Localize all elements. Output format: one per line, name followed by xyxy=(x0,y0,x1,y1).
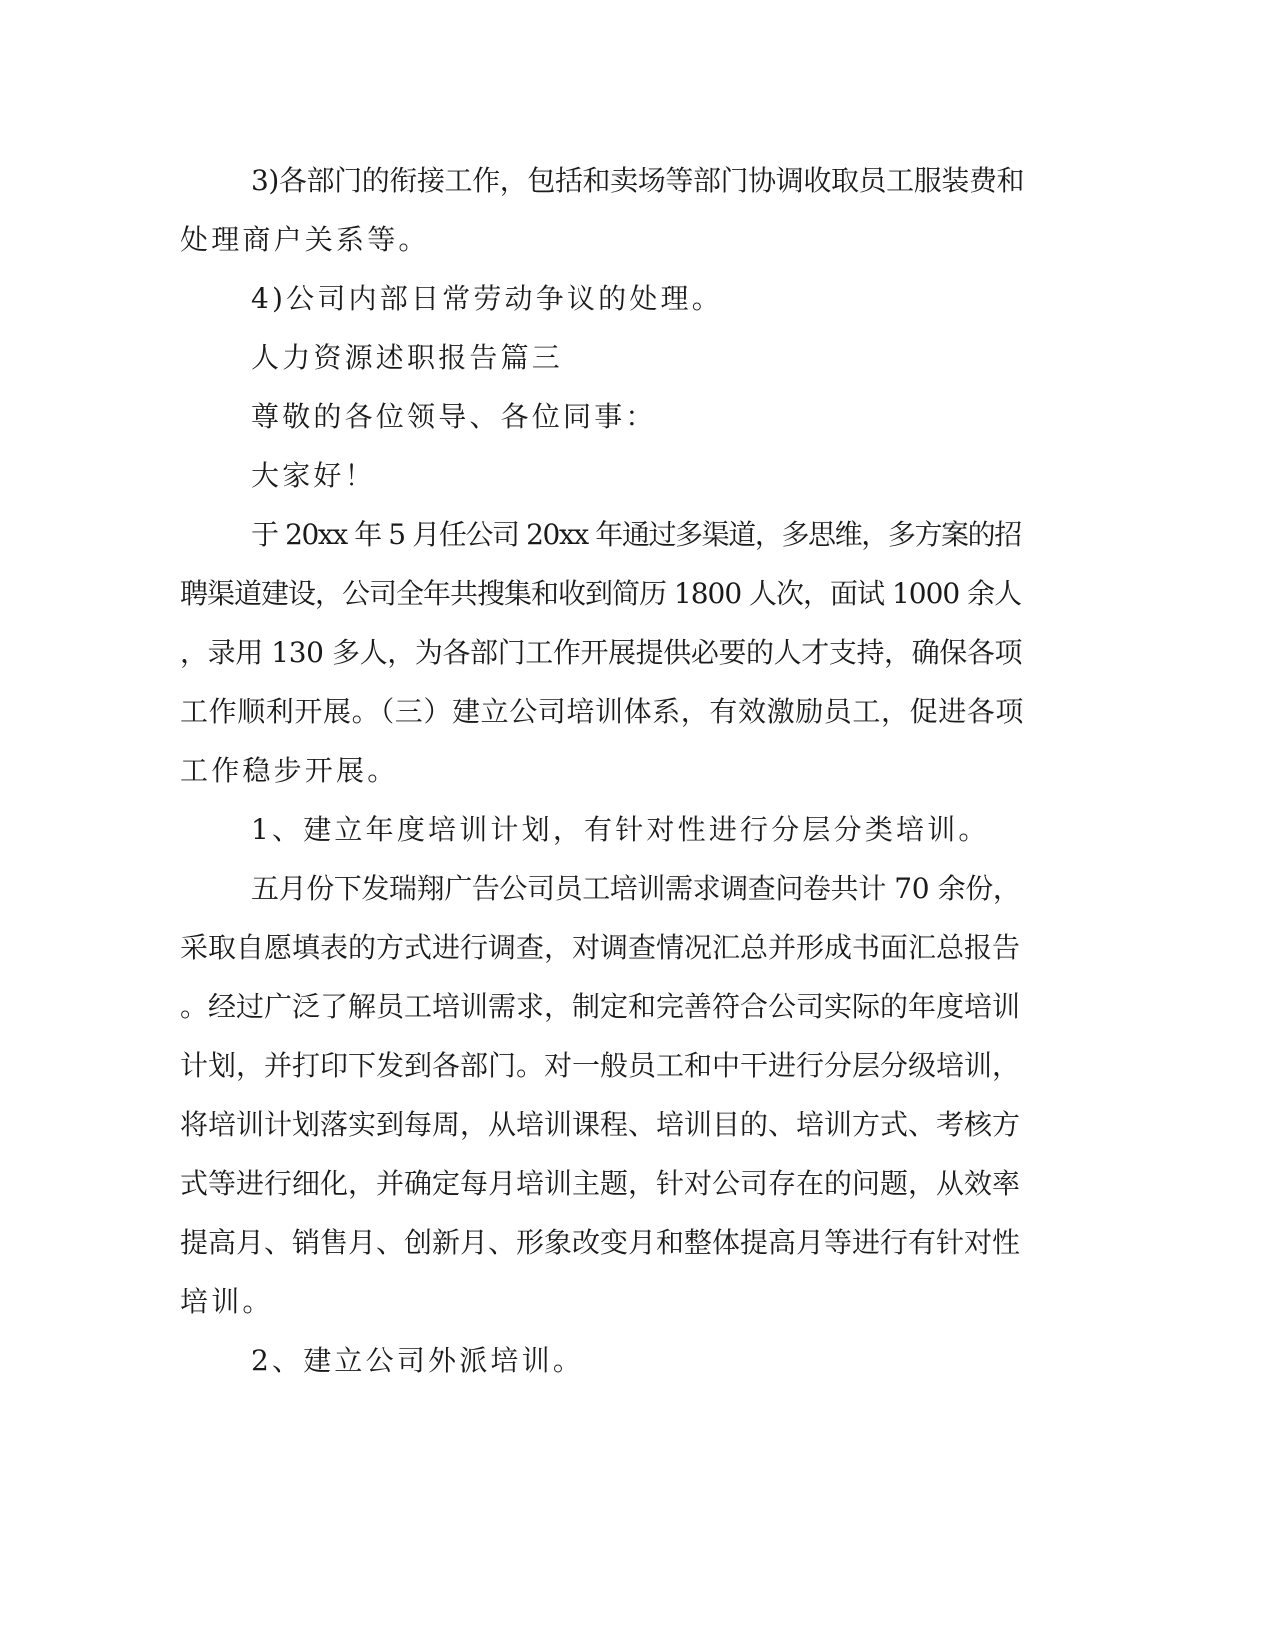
body-text-line: ，录用 130 多人，为各部门工作开展提供必要的人才支持，确保各项 xyxy=(180,636,1023,669)
body-text-line: 采取自愿填表的方式进行调查，对调查情况汇总并形成书面汇总报告 xyxy=(180,931,1021,964)
body-text-line: 培训。 xyxy=(180,1285,274,1318)
body-text-line: 式等进行细化，并确定每月培训主题，针对公司存在的问题，从效率 xyxy=(180,1167,1021,1200)
body-text-line: 将培训计划落实到每周，从培训课程、培训目的、培训方式、考核方 xyxy=(180,1108,1021,1141)
greeting: 大家好！ xyxy=(251,459,376,492)
body-text-line: 五月份下发瑞翔广告公司员工培训需求调查问卷共计 70 余份， xyxy=(251,872,1021,905)
body-text-line: 2、建立公司外派培训。 xyxy=(251,1344,585,1377)
body-text-line: 1、建立年度培训计划，有针对性进行分层分类培训。 xyxy=(251,813,990,846)
body-text-line: 于 20xx 年 5 月任公司 20xx 年通过多渠道，多思维，多方案的招 xyxy=(251,518,1021,551)
body-text-line: 提高月、销售月、创新月、形象改变月和整体提高月等进行有针对性 xyxy=(180,1226,1021,1259)
salutation: 尊敬的各位领导、各位同事： xyxy=(251,400,657,433)
body-text-line: 3)各部门的衔接工作，包括和卖场等部门协调收取员工服装费和 xyxy=(251,164,1025,197)
body-text-line: 工作稳步开展。 xyxy=(180,754,399,787)
body-text-line: 。经过广泛了解员工培训需求，制定和完善符合公司实际的年度培训 xyxy=(180,990,1021,1023)
section-heading: 人力资源述职报告篇三 xyxy=(251,341,564,374)
body-text-line: 计划，并打印下发到各部门。对一般员工和中干进行分层分级培训， xyxy=(180,1049,1021,1082)
body-text-line: 4)公司内部日常劳动争议的处理。 xyxy=(251,282,723,315)
body-text-line: 工作顺利开展。（三）建立公司培训体系，有效激励员工，促进各项 xyxy=(180,695,1025,728)
body-text-line: 处理商户关系等。 xyxy=(180,223,430,256)
body-text-line: 聘渠道建设，公司全年共搜集和收到简历 1800 人次，面试 1000 余人 xyxy=(180,577,1022,610)
